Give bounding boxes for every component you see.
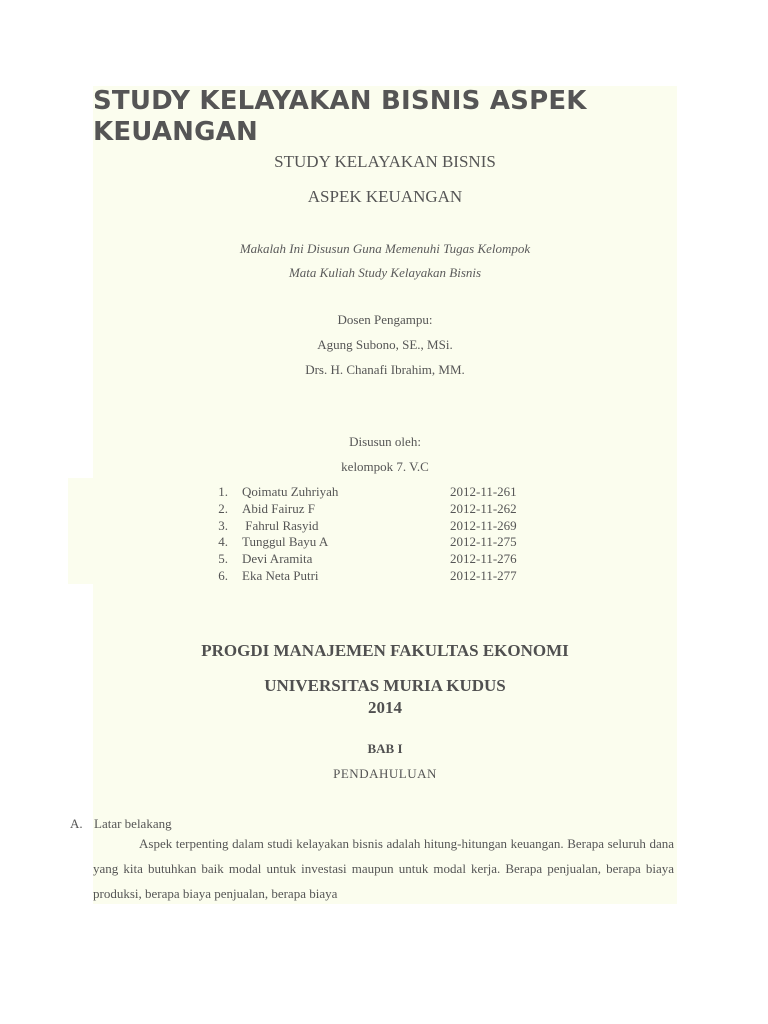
title-line-1: STUDY KELAYAKAN BISNIS: [274, 152, 496, 171]
lecturer-name: Agung Subono, SE., MSi.: [317, 337, 453, 352]
member-number: 4.: [218, 534, 228, 550]
member-nim: 2012-11-276: [450, 551, 517, 567]
lecturer-label: Dosen Pengampu:: [337, 312, 433, 327]
member-number: 2.: [218, 500, 228, 516]
member-nim: 2012-11-275: [450, 534, 517, 550]
member-name: Devi Aramita: [242, 551, 313, 567]
member-nim: 2012-11-269: [450, 517, 517, 533]
member-row: [200, 501, 560, 518]
author-label: Disusun oleh:: [349, 434, 421, 449]
subtitle-line-2: Mata Kuliah Study Kelayakan Bisnis: [288, 265, 482, 280]
member-row: [200, 551, 560, 568]
member-name: Tunggul Bayu A: [242, 534, 329, 550]
member-name: Fahrul Rasyid: [242, 517, 319, 533]
lecturer-name: Drs. H. Chanafi Ibrahim, MM.: [305, 362, 465, 377]
title-line-2: ASPEK KEUANGAN: [307, 187, 463, 206]
institution-line-1: PROGDI MANAJEMEN FAKULTAS EKONOMI: [201, 641, 569, 660]
page-background-extension: [68, 478, 94, 584]
member-nim: 2012-11-262: [450, 500, 517, 516]
member-number: 5.: [218, 551, 228, 567]
member-number: 1.: [218, 484, 228, 499]
member-list: [200, 484, 560, 585]
member-number: 6.: [218, 567, 228, 583]
member-name: Eka Neta Putri: [242, 567, 319, 583]
member-row: [200, 518, 560, 535]
chapter-title: PENDAHULUAN: [333, 766, 437, 781]
institution-line-2: UNIVERSITAS MURIA KUDUS: [264, 676, 506, 695]
group-name: kelompok 7. V.C: [341, 459, 429, 474]
year: 2014: [368, 698, 402, 717]
subtitle-line-1: Makalah Ini Disusun Guna Memenuhi Tugas Kelompok: [239, 241, 531, 256]
member-nim: 2012-11-261: [450, 484, 517, 499]
member-row: [200, 484, 560, 501]
member-row: [200, 568, 560, 585]
member-name: Qoimatu Zuhriyah: [242, 484, 339, 499]
member-row: [200, 534, 560, 551]
document-heading: STUDY KELAYAKAN BISNIS ASPEK KEUANGAN: [93, 86, 587, 147]
section-letter: A.: [70, 816, 83, 831]
member-number: 3.: [218, 517, 228, 533]
section-heading: [70, 816, 172, 832]
body-paragraph: Aspek terpenting dalam studi kelayakan bisnis adalah hitung-hitungan keuangan. Berapa seluruh dana yang kita butuhkan baik modal untuk investasi maupun untuk modal kerja. Berapa penjualan, berapa biaya produksi, berapa biaya penjualan, berapa biaya: [93, 836, 674, 901]
member-name: Abid Fairuz F: [242, 500, 315, 516]
section-title: Latar belakang: [94, 816, 172, 831]
member-nim: 2012-11-277: [450, 567, 517, 583]
chapter-number: BAB I: [367, 741, 403, 756]
